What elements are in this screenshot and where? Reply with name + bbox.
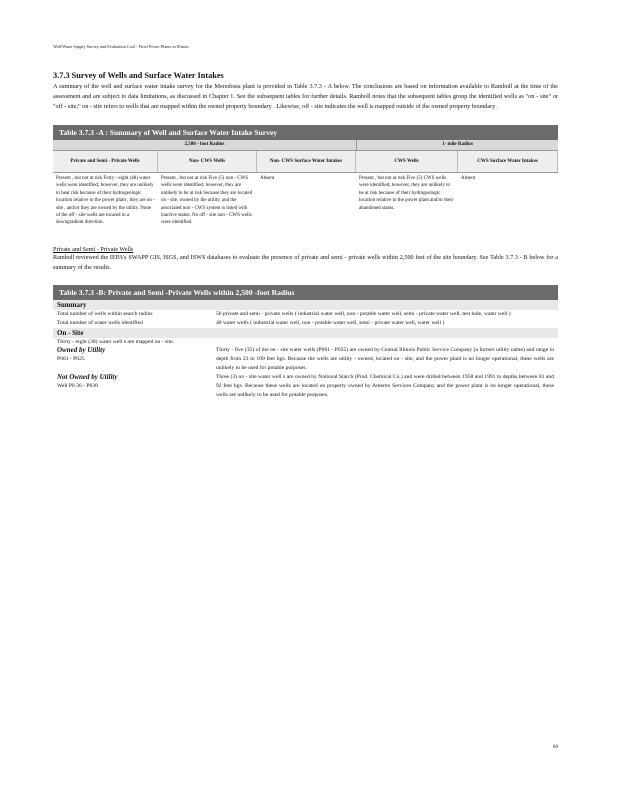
row-label bbox=[53, 373, 216, 400]
column-header-row bbox=[53, 151, 558, 173]
row-value: 48 water wells ( industrial water well, non - potable water well, semi - private water well, water well ) bbox=[216, 319, 445, 326]
row-value: 56 private and semi - private wells ( industrial water well, non - potable water well, semi - private water well, test hole, water well ) bbox=[216, 310, 511, 317]
summary-group-heading: Summary bbox=[53, 300, 558, 310]
radius-2500-label: 2,500 - foot Radius bbox=[53, 140, 357, 150]
radius-header-row bbox=[53, 140, 558, 151]
onsite-group-heading: On - Site bbox=[53, 328, 558, 338]
table-cell: Present , but not at risk Forty - eight (48) water wells were identified; however, they are unlikely to bear risk because of their hydrogeologic location relative to the power plant , they are on - site , and/or they are owned by the utility. None of the off - site wells are located in a downgradient direction. bbox=[56, 176, 155, 226]
column-header: CWS Surface Water Intakes bbox=[458, 151, 558, 172]
row-value: Thirty - five (35) of the on - site water wells (P001 - P025) are owned by Central Illinois Public Service Company (a former utility name) and range in depth from 23 to 109 feet bgs. Because the wells are utility - owned, located on - site, and the power plant is no longer operational, these wells are unlikely to be used for potable purposes. bbox=[216, 346, 554, 371]
summary-table bbox=[53, 125, 558, 229]
private-wells-table-title: Table 3.7.3 -B: Private and Semi -Private Wells within 2,500 -foot Radius bbox=[53, 285, 558, 300]
section-heading: 3.7.3 Survey of Wells and Surface Water Intakes bbox=[53, 71, 224, 80]
table-row bbox=[53, 319, 558, 328]
not-owned-heading: Not Owned by Utility bbox=[57, 372, 118, 381]
row-label bbox=[53, 346, 216, 373]
owned-well-ids: P001 - P025 bbox=[57, 355, 85, 362]
private-wells-table bbox=[53, 285, 558, 400]
not-owned-well-ids: Well P0 36 - P038 bbox=[57, 382, 98, 389]
onsite-note: Thirty - eight (38) water well s are mapped on - site. bbox=[57, 338, 175, 345]
owned-heading: Owned by Utility bbox=[57, 345, 106, 354]
table-row bbox=[53, 373, 558, 400]
subsection-paragraph: Ramboll reviewed the IEPA's SWAPP GIS, ISGS, and ISWS databases to evaluate the presence of private and semi - private wells within 2,500 feet of the site boundary. See Table 3.7.3 - B below for a summary of the results. bbox=[53, 253, 558, 271]
column-header: CWS Wells bbox=[356, 151, 458, 172]
page-number: 80 bbox=[553, 745, 558, 750]
intro-paragraph: A summary of the well and surface water intake survey for the Meredosia plant is provided in Table 3.7.3 - A below. The conclusions are based on information available to Ramboll at the time of the assessment and are subject to data limitations, as discussed in Chapter 1. See the subsequent tables for further details. Ramboll notes that the subsequent tables group the identified wells as "on - site" or "off - site;" on - site refers to wells that are mapped within the owned property boundary . Likewise, off - site indicates the well is mapped outside of the owned property boundary . bbox=[53, 83, 558, 110]
summary-table-row bbox=[53, 173, 558, 229]
table-row bbox=[53, 310, 558, 319]
subsection-heading: Private and Semi - Private Wells bbox=[53, 245, 134, 253]
row-label: Total number of water wells identified bbox=[57, 319, 143, 326]
running-header: Well/Water Supply Survey and Evaluation Coal - Fired Power Plants in Illinois bbox=[53, 44, 189, 49]
table-row bbox=[53, 346, 558, 373]
column-header: Non- CWS Wells bbox=[158, 151, 257, 172]
table-cell: Absent bbox=[260, 176, 275, 181]
report-page bbox=[53, 44, 558, 400]
summary-table-title: Table 3.7.3 -A : Summary of Well and Surface Water Intake Survey bbox=[53, 125, 558, 140]
table-cell: Present , but not at risk Five (5) CWS wells were identified; however, they are unlikely to be at risk because of their hydrogeologic location relative to the power plant and/or their abandoned status. bbox=[359, 176, 454, 211]
column-header: Private and Semi - Private Wells bbox=[53, 151, 158, 172]
column-header: Non- CWS Surface Water Intakes bbox=[257, 151, 356, 172]
row-label: Total number of wells within search radius bbox=[57, 310, 153, 317]
row-value: Three (3) on - site water well s are owned by National Starch (Prod. Chemical Co.) and were drilled between 1958 and 1991 to depths between 81 and 92 feet bgs. Because these wells are located on property owned by Ameren Services Company and the power plant is no longer operational, these wells are unlikely to be used for potable purposes. bbox=[216, 373, 554, 398]
table-cell: Present , but not at risk Five (5) non - CWS wells were identified; however, they are unlikely to be at risk because they are located on - site, owned by the utility, and the associated non - CWS system is listed with inactive status. No off - site non - CWS wells were identified. bbox=[161, 176, 253, 226]
table-cell: Absent bbox=[461, 176, 476, 181]
radius-1mile-label: 1- mile Radius bbox=[442, 142, 473, 147]
